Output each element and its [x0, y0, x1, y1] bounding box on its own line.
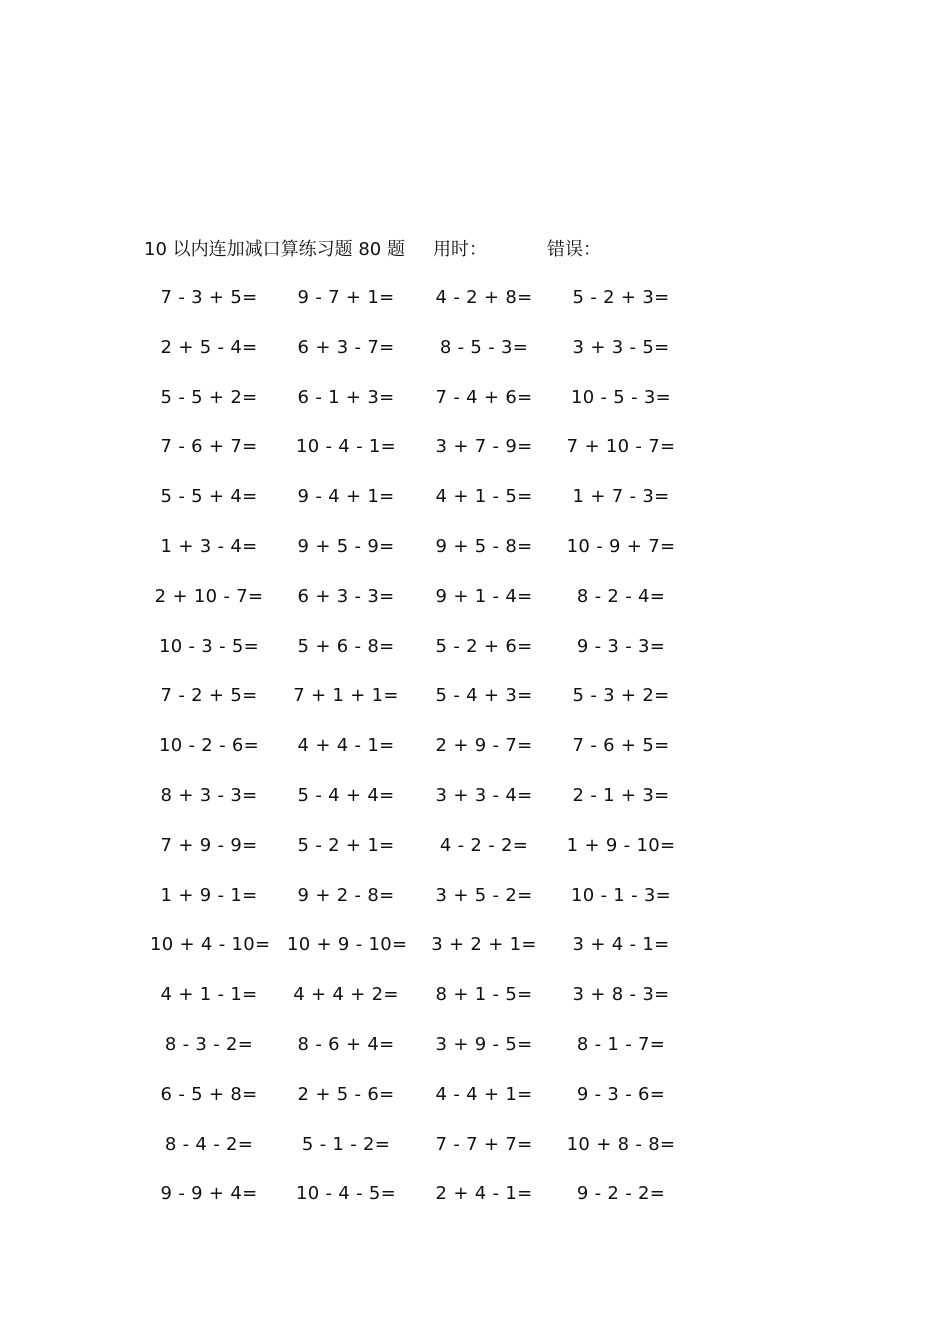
arithmetic-problem: 7 + 9 - 9= — [160, 834, 258, 856]
arithmetic-problem: 10 + 4 - 10= — [150, 934, 271, 956]
arithmetic-problem: 9 - 2 - 2= — [576, 1183, 666, 1205]
arithmetic-problem: 5 + 6 - 8= — [297, 635, 395, 657]
arithmetic-problem: 10 - 9 + 7= — [566, 535, 676, 557]
arithmetic-problem: 4 + 1 - 1= — [160, 984, 258, 1006]
arithmetic-problem: 2 - 1 + 3= — [572, 784, 670, 806]
arithmetic-problem: 5 - 5 + 2= — [160, 386, 258, 408]
problem-row — [150, 384, 710, 434]
arithmetic-problem: 10 - 4 - 1= — [295, 436, 397, 458]
arithmetic-problem: 1 + 9 - 10= — [566, 834, 676, 856]
arithmetic-problem: 3 + 4 - 1= — [572, 934, 670, 956]
arithmetic-problem: 1 + 3 - 4= — [160, 535, 258, 557]
arithmetic-problem: 10 - 5 - 3= — [570, 386, 672, 408]
arithmetic-problem: 4 + 4 - 1= — [297, 735, 395, 757]
arithmetic-problem: 2 + 5 - 4= — [160, 336, 258, 358]
arithmetic-problem: 4 - 4 + 1= — [435, 1083, 533, 1105]
arithmetic-problem: 8 - 6 + 4= — [297, 1033, 395, 1055]
arithmetic-problem: 4 + 1 - 5= — [435, 486, 533, 508]
arithmetic-problem: 5 - 1 - 2= — [301, 1133, 391, 1155]
arithmetic-problem: 6 + 3 - 7= — [297, 336, 395, 358]
worksheet-title: 10 以内连加减口算练习题 80 题 — [144, 239, 405, 260]
arithmetic-problem: 7 - 4 + 6= — [435, 386, 533, 408]
problem-row — [150, 1031, 710, 1081]
arithmetic-problem: 7 - 3 + 5= — [160, 287, 258, 308]
problem-row — [150, 284, 710, 334]
problem-row — [150, 334, 710, 384]
arithmetic-problem: 8 - 5 - 3= — [439, 336, 529, 358]
arithmetic-problem: 8 - 1 - 7= — [576, 1033, 666, 1055]
arithmetic-problem: 3 + 5 - 2= — [435, 884, 533, 906]
problem-row — [150, 583, 710, 633]
arithmetic-problem: 6 - 5 + 8= — [160, 1083, 258, 1105]
arithmetic-problem: 9 - 3 - 6= — [576, 1083, 666, 1105]
problem-row — [150, 732, 710, 782]
arithmetic-problem: 5 - 2 + 1= — [297, 834, 395, 856]
arithmetic-problem: 1 + 9 - 1= — [160, 884, 258, 906]
problem-row — [150, 1131, 710, 1181]
arithmetic-problem: 5 - 2 + 6= — [435, 635, 533, 657]
arithmetic-problem: 9 + 5 - 8= — [435, 535, 533, 557]
arithmetic-problem: 9 + 5 - 9= — [297, 535, 395, 557]
arithmetic-problem: 9 - 9 + 4= — [160, 1183, 258, 1205]
arithmetic-problem: 9 + 2 - 8= — [297, 884, 395, 906]
arithmetic-problem: 9 - 3 - 3= — [576, 635, 666, 657]
arithmetic-problem: 10 + 8 - 8= — [566, 1133, 676, 1155]
arithmetic-problem: 5 - 4 + 3= — [435, 685, 533, 707]
arithmetic-problem: 8 + 3 - 3= — [160, 784, 258, 806]
problem-row — [150, 533, 710, 583]
arithmetic-problem: 7 + 1 + 1= — [293, 685, 399, 707]
problem-row — [150, 782, 710, 832]
arithmetic-problem: 10 - 3 - 5= — [158, 635, 260, 657]
arithmetic-problem: 7 + 10 - 7= — [566, 436, 676, 458]
arithmetic-problem: 2 + 10 - 7= — [154, 585, 264, 607]
arithmetic-problem: 10 - 1 - 3= — [570, 884, 672, 906]
problem-row — [150, 1081, 710, 1131]
arithmetic-problem: 3 + 3 - 4= — [435, 784, 533, 806]
arithmetic-problem: 4 + 4 + 2= — [293, 984, 399, 1006]
problem-row — [150, 832, 710, 882]
arithmetic-problem: 4 - 2 + 8= — [435, 287, 533, 308]
arithmetic-problem: 6 - 1 + 3= — [297, 386, 395, 408]
problem-row — [150, 633, 710, 683]
arithmetic-problem: 10 + 9 - 10= — [287, 934, 408, 956]
arithmetic-problem: 9 - 4 + 1= — [297, 486, 395, 508]
arithmetic-problem: 2 + 5 - 6= — [297, 1083, 395, 1105]
arithmetic-problem: 3 + 8 - 3= — [572, 984, 670, 1006]
arithmetic-problem: 2 + 9 - 7= — [435, 735, 533, 757]
errors-label: 错误： — [547, 239, 601, 260]
arithmetic-problem: 3 + 7 - 9= — [435, 436, 533, 458]
arithmetic-problem: 7 - 7 + 7= — [435, 1133, 533, 1155]
problem-row — [150, 483, 710, 533]
arithmetic-problem: 8 - 4 - 2= — [164, 1133, 254, 1155]
arithmetic-problem: 7 - 2 + 5= — [160, 685, 258, 707]
arithmetic-problem: 8 - 3 - 2= — [164, 1033, 254, 1055]
arithmetic-problem: 5 - 3 + 2= — [572, 685, 670, 707]
arithmetic-problem: 1 + 7 - 3= — [572, 486, 670, 508]
arithmetic-problem: 8 - 2 - 4= — [576, 585, 666, 607]
problem-row — [150, 433, 710, 483]
arithmetic-problem: 2 + 4 - 1= — [435, 1183, 533, 1205]
arithmetic-problem: 5 - 5 + 4= — [160, 486, 258, 508]
arithmetic-problem: 6 + 3 - 3= — [297, 585, 395, 607]
arithmetic-problem: 10 - 2 - 6= — [158, 735, 260, 757]
problem-row — [150, 981, 710, 1031]
arithmetic-problem: 5 - 2 + 3= — [572, 287, 670, 308]
arithmetic-problem: 9 + 1 - 4= — [435, 585, 533, 607]
time-label: 用时： — [433, 239, 487, 260]
arithmetic-problem: 4 - 2 - 2= — [439, 834, 529, 856]
problem-grid — [150, 284, 710, 1230]
arithmetic-problem: 7 - 6 + 5= — [572, 735, 670, 757]
arithmetic-problem: 5 - 4 + 4= — [297, 784, 395, 806]
problem-row — [150, 682, 710, 732]
problem-row — [150, 1180, 710, 1230]
arithmetic-problem: 8 + 1 - 5= — [435, 984, 533, 1006]
arithmetic-problem: 7 - 6 + 7= — [160, 436, 258, 458]
arithmetic-problem: 3 + 2 + 1= — [431, 934, 537, 956]
arithmetic-problem: 3 + 9 - 5= — [435, 1033, 533, 1055]
arithmetic-problem: 9 - 7 + 1= — [297, 287, 395, 308]
arithmetic-problem: 3 + 3 - 5= — [572, 336, 670, 358]
arithmetic-problem: 10 - 4 - 5= — [295, 1183, 397, 1205]
problem-row — [150, 931, 710, 981]
problem-row — [150, 882, 710, 932]
